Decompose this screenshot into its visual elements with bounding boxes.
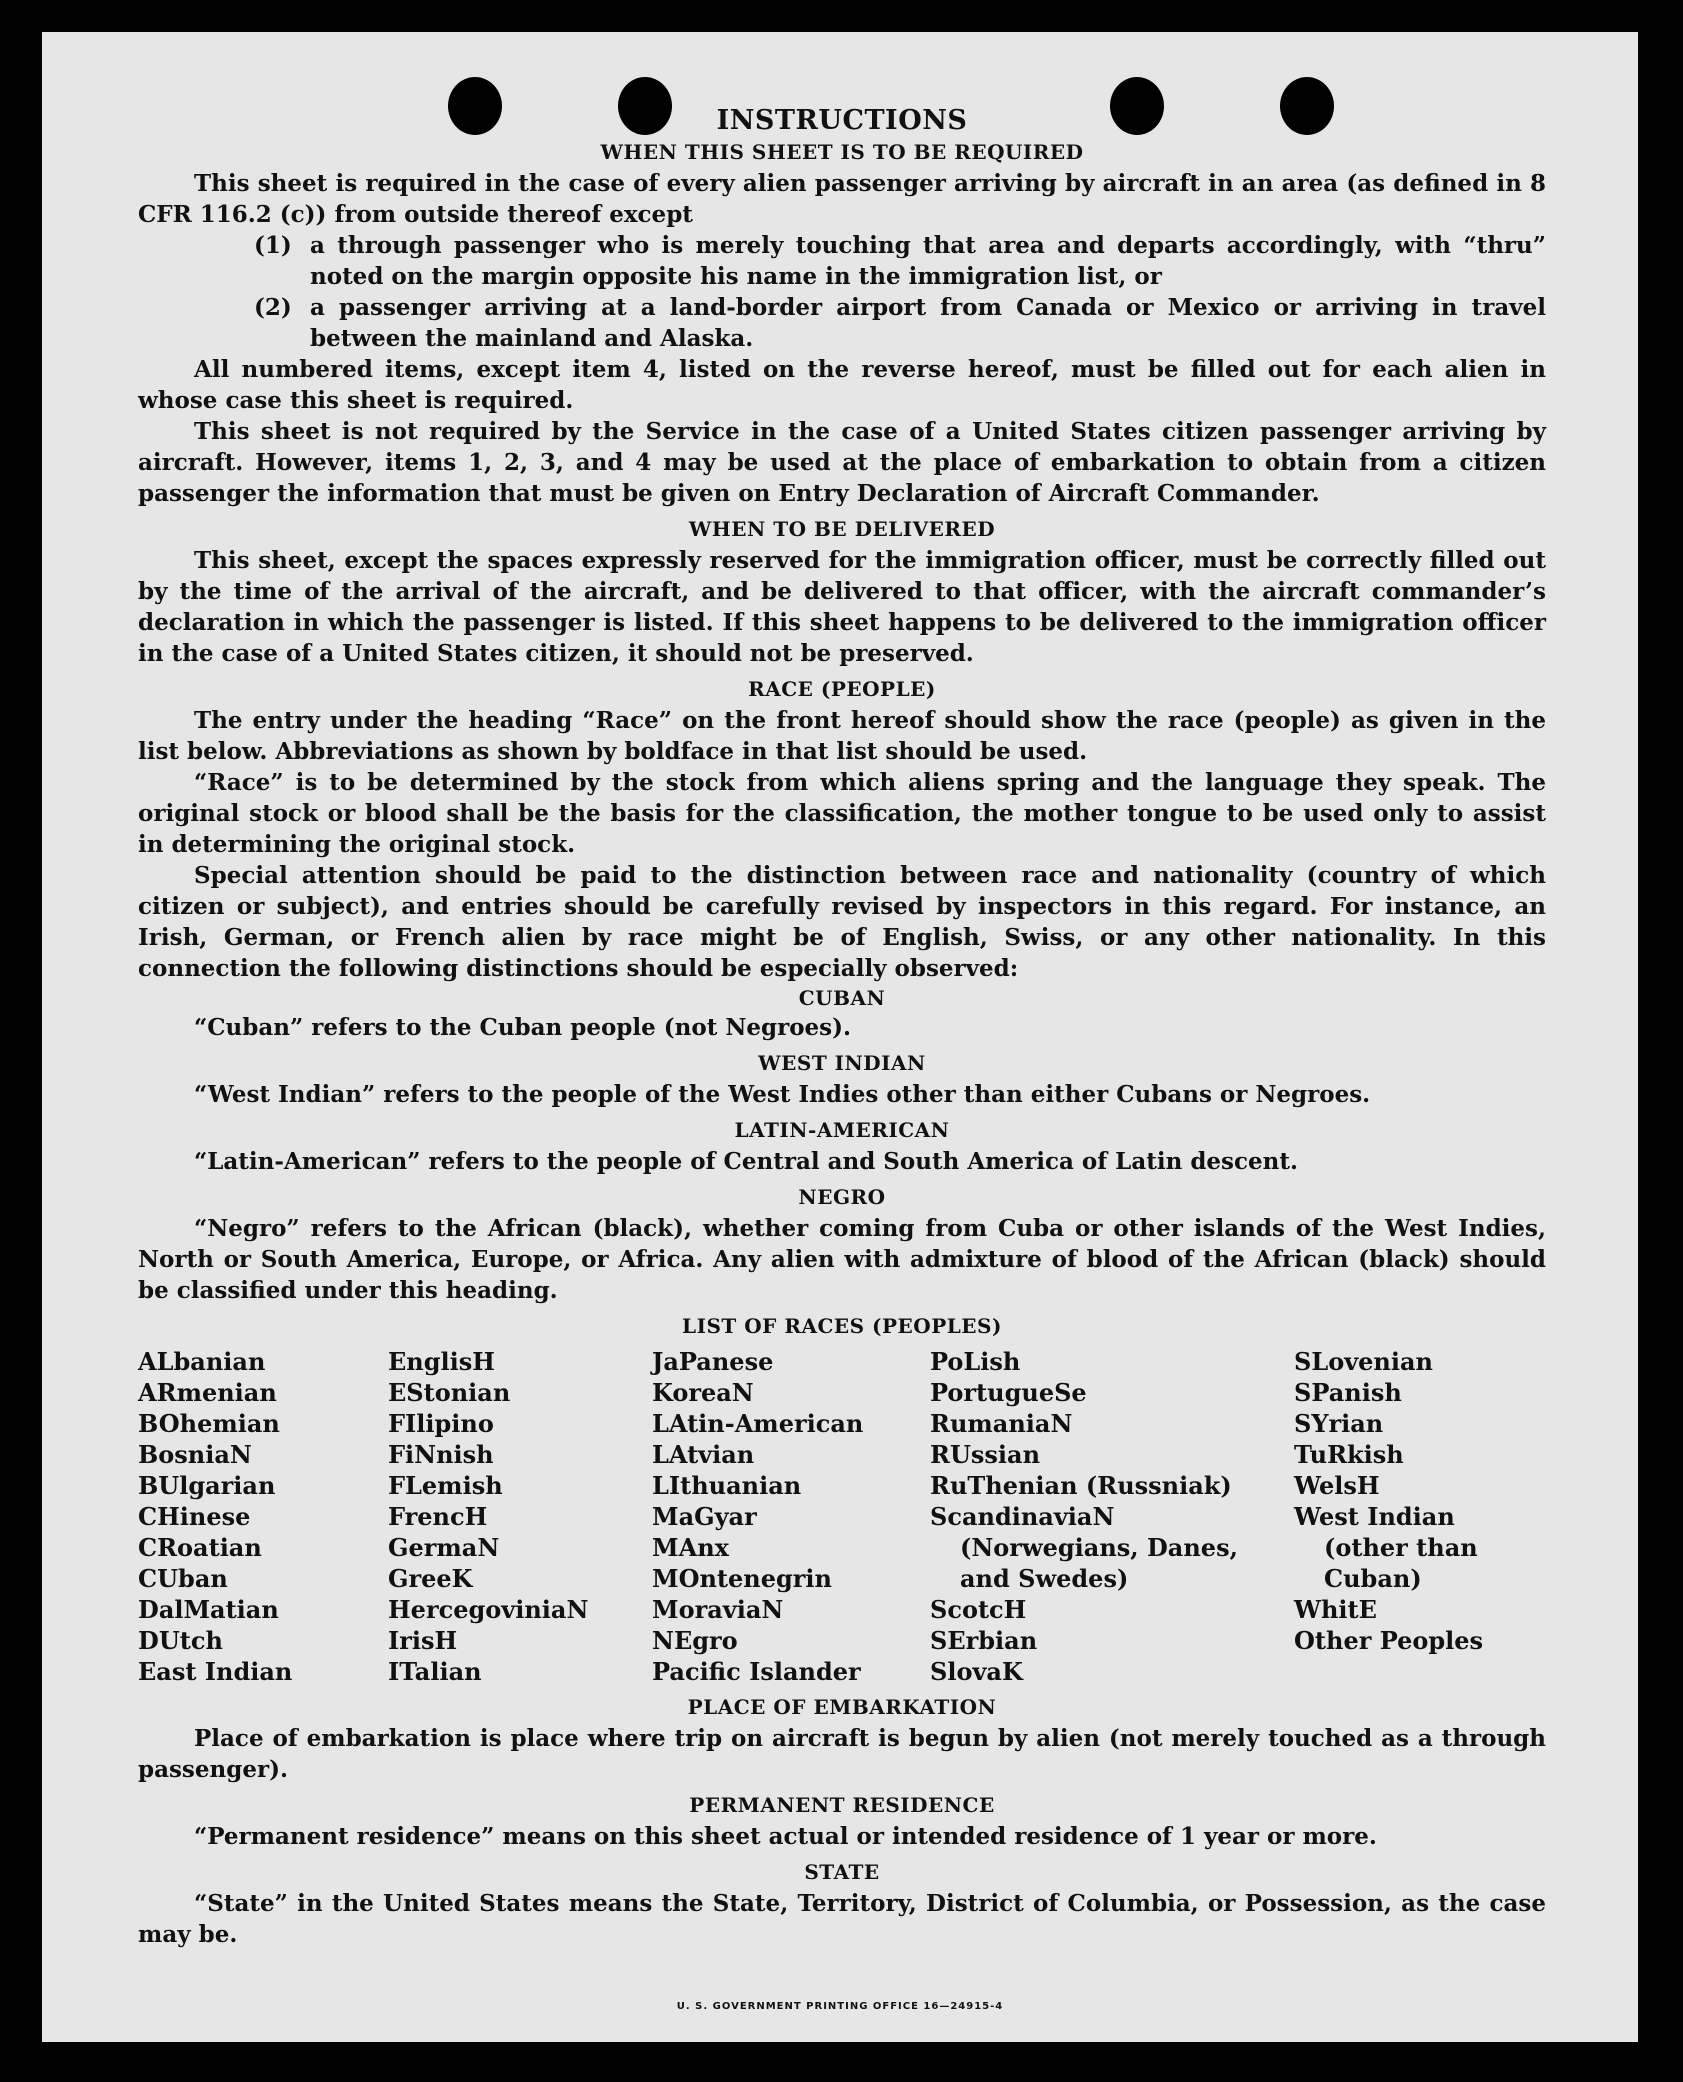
race-entry: Pacific Islander [652,1657,861,1686]
race-entry: MoraviaN [652,1595,784,1624]
race-entry: MOntenegrin [652,1564,832,1593]
race-entry: MAnx [652,1533,729,1562]
section-heading-cuban: CUBAN [798,986,886,1010]
cuban-definition: “Cuban” refers to the Cuban people (not Negroes). [194,1014,852,1041]
printing-office-footer: U. S. GOVERNMENT PRINTING OFFICE 16—24915-4 [676,2001,1004,2012]
race-entry: PoLish [930,1347,1021,1376]
section-heading-race: RACE (PEOPLE) [748,677,936,701]
race-entry: SLovenian [1294,1347,1433,1376]
race-entry: BOhemian [138,1409,280,1438]
embarkation-definition: Place of embarkation is place where trip on aircraft is begun by alien (not merely touched as a through passenger). [138,1725,1546,1783]
race-entry: East Indian [138,1657,293,1686]
race-entry: GermaN [388,1533,500,1562]
item-number: (2) [254,294,292,321]
document-sheet [42,32,1638,2042]
race-entry: WelsH [1294,1471,1380,1500]
negro-definition: “Negro” refers to the African (black), whether coming from Cuba or other islands of the West Indies, North or South America, Europe, or Africa. Any alien with admixture of blood of the African (black) should be classified under this heading. [138,1215,1546,1304]
race-entry: NEgro [652,1626,738,1655]
item-number: (1) [254,232,292,259]
section-heading-required: WHEN THIS SHEET IS TO BE REQUIRED [600,140,1084,164]
race-paragraph-1: The entry under the heading “Race” on the front hereof should show the race (people) as given in the list below. Abbreviations as shown by boldface in that list should be used. [138,707,1546,765]
race-entry: BUlgarian [138,1471,276,1500]
race-entry: SYrian [1294,1409,1384,1438]
race-entry: TuRkish [1294,1440,1404,1469]
race-entry: FiNnish [388,1440,494,1469]
race-entry: SErbian [930,1626,1038,1655]
race-entry: GreeK [388,1564,473,1593]
section-heading-list-of-races: LIST OF RACES (PEOPLES) [682,1314,1002,1338]
race-entry: LIthuanian [652,1471,802,1500]
race-entry: ScandinaviaN (Norwegians, Danes, and Swedes) [930,1502,1238,1593]
race-entry: RuThenian (Russniak) [930,1471,1232,1500]
race-entry: SlovaK [930,1657,1023,1686]
delivered-paragraph: This sheet, except the spaces expressly reserved for the immigration officer, must be correctly filled out by the time of the arrival of the aircraft, and be delivered to that officer, with the aircraft commander’s declaration in which the passenger is listed. If this sheet happens to be delivered to the immigration officer in the case of a United States citizen, it should not be preserved. [138,547,1546,667]
race-entry: DUtch [138,1626,223,1655]
race-entry: CRoatian [138,1533,262,1562]
section-heading-embarkation: PLACE OF EMBARKATION [687,1695,997,1719]
race-entry: FLemish [388,1471,503,1500]
exception-item-1 [254,230,1546,292]
race-entry: HercegoviniaN [388,1595,589,1624]
race-entry: DalMatian [138,1595,279,1624]
race-entry: PortugueSe [930,1378,1087,1407]
race-entry: ScotcH [930,1595,1027,1624]
race-entry: West Indian (other than Cuban) [1294,1502,1478,1593]
race-entry: FIlipino [388,1409,494,1438]
page-title: INSTRUCTIONS [716,105,968,136]
race-entry: FrencH [388,1502,488,1531]
west-indian-definition: “West Indian” refers to the people of the West Indies other than either Cubans or Negroes. [194,1081,1371,1108]
race-entry: LAtin-American [652,1409,864,1438]
race-entry: IrisH [388,1626,458,1655]
item-text: a through passenger who is merely touching that area and departs accordingly, with “thru” noted on the margin opposite his name in the immigration list, or [310,232,1546,290]
race-entry: KoreaN [652,1378,754,1407]
race-paragraph-3: Special attention should be paid to the distinction between race and nationality (country of which citizen or subject), and entries should be carefully revised by inspectors in this regard. For instance, an Irish, German, or French alien by race might be of English, Swiss, or any other nationality. In this connection the following distinctions should be especially observed: [138,862,1546,982]
race-entry: EStonian [388,1378,511,1407]
permanent-residence-definition: “Permanent residence” means on this sheet actual or intended residence of 1 year or more. [194,1823,1377,1850]
race-entry: SPanish [1294,1378,1402,1407]
section-heading-permanent-residence: PERMANENT RESIDENCE [689,1793,995,1817]
races-column-5 [1294,1346,1546,1687]
races-column-4 [930,1346,1294,1687]
section-heading-state: STATE [804,1860,880,1884]
races-column-2 [388,1346,652,1687]
race-entry: ITalian [388,1657,482,1686]
section-heading-delivered: WHEN TO BE DELIVERED [688,517,996,541]
race-entry: CHinese [138,1502,251,1531]
instructions-content [138,104,1546,1950]
race-entry: Other Peoples [1294,1626,1484,1655]
section-heading-negro: NEGRO [798,1185,886,1209]
races-list [138,1346,1546,1687]
latin-american-definition: “Latin-American” refers to the people of Central and South America of Latin descent. [194,1148,1298,1175]
race-entry: RUssian [930,1440,1041,1469]
race-entry: EnglisH [388,1347,495,1376]
section-heading-west-indian: WEST INDIAN [758,1051,926,1075]
race-entry: ARmenian [138,1378,277,1407]
race-entry: MaGyar [652,1502,757,1531]
races-column-1 [138,1346,388,1687]
race-paragraph-2: “Race” is to be determined by the stock from which aliens spring and the language they speak. The original stock or blood shall be the basis for the classification, the mother tongue to be used only to assist in determining the original stock. [138,769,1546,858]
section-heading-latin-american: LATIN-AMERICAN [734,1118,950,1142]
race-entry: LAtvian [652,1440,755,1469]
races-column-3 [652,1346,930,1687]
state-definition: “State” in the United States means the State, Territory, District of Columbia, or Possession, as the case may be. [138,1890,1546,1948]
required-paragraph-3: This sheet is not required by the Service in the case of a United States citizen passenger arriving by aircraft. However, items 1, 2, 3, and 4 may be used at the place of embarkation to obtain from a citizen passenger the information that must be given on Entry Declaration of Aircraft Commander. [138,418,1546,507]
race-entry: BosniaN [138,1440,252,1469]
race-entry: JaPanese [652,1347,774,1376]
item-text: a passenger arriving at a land-border airport from Canada or Mexico or arriving in travel between the mainland and Alaska. [310,294,1546,352]
required-paragraph-1: This sheet is required in the case of every alien passenger arriving by aircraft in an area (as defined in 8 CFR 116.2 (c)) from outside thereof except [138,170,1546,228]
required-paragraph-2: All numbered items, except item 4, listed on the reverse hereof, must be filled out for each alien in whose case this sheet is required. [138,356,1546,414]
exception-item-2 [254,292,1546,354]
race-entry: CUban [138,1564,228,1593]
race-entry: WhitE [1294,1595,1377,1624]
race-entry: ALbanian [138,1347,266,1376]
race-entry: RumaniaN [930,1409,1073,1438]
